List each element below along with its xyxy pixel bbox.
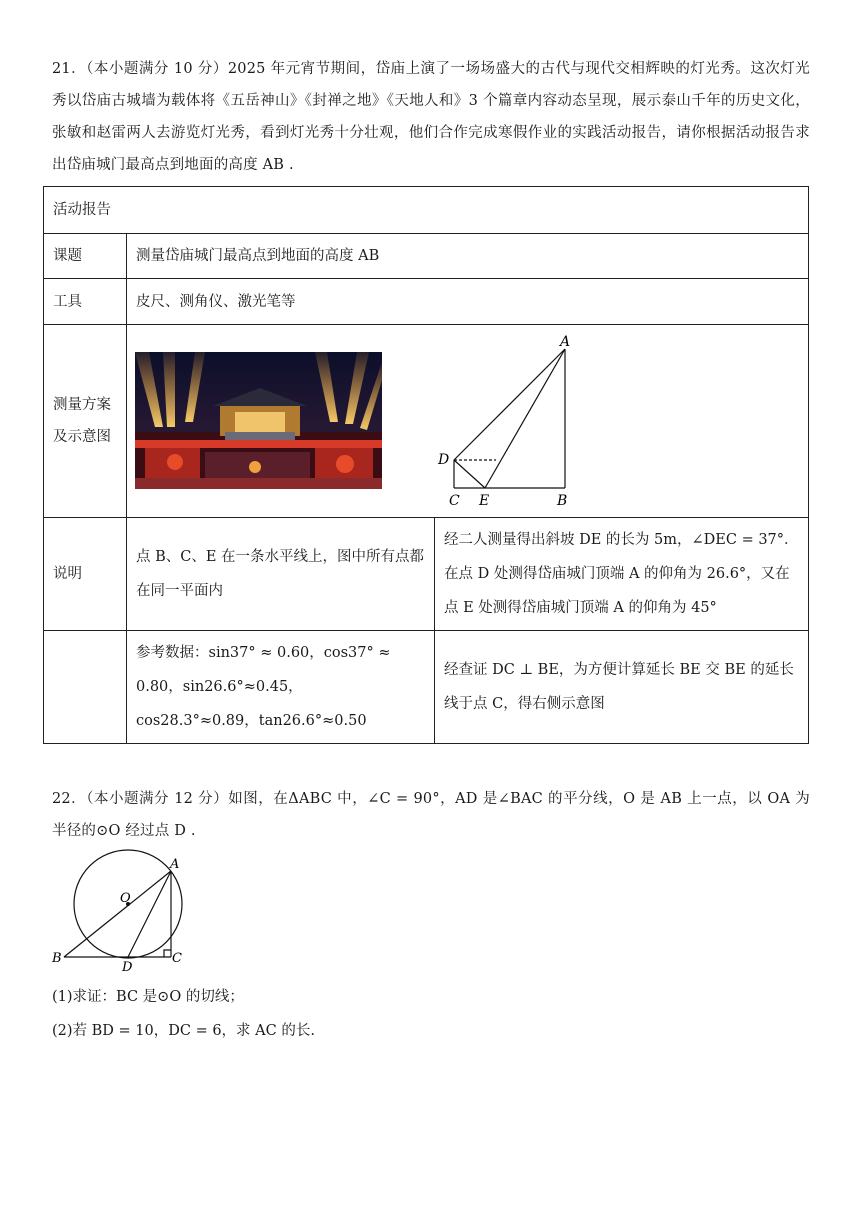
sightline-ea: [485, 349, 565, 488]
tools-label: 工具: [44, 279, 127, 325]
report-title: 活动报告: [44, 187, 809, 234]
q22-part-1: (1)求证：BC 是⊙O 的切线；: [52, 989, 244, 1005]
ref-empty-cell: [44, 631, 127, 744]
light-show-illustration: [135, 352, 382, 489]
question-body: 2025 年元宵节期间，岱庙上演了一场场盛大的古代与现代交相辉映的灯光秀。这次灯光秀以岱庙古城墙为载体将《五岳神山》《封禅之地》《天地人和》3 个篇章内容动态呈现，展示泰山千年的历史文化，张敏和赵雷两人去游览灯光秀，看到灯光秀十分壮观，他们合作完成寒假作业的实践活动报告，请你根据活动报告求出岱庙城门最高点到地面的高度 AB .: [52, 61, 810, 173]
label-a: A: [560, 334, 571, 350]
question-number: 21．: [52, 61, 87, 77]
circle-svg: [40, 840, 200, 980]
q22-part-2: (2)若 BD = 10，DC = 6，求 AC 的长.: [52, 1023, 315, 1039]
question-22: [52, 783, 810, 847]
plan-label: 测量方案及示意图: [44, 325, 127, 518]
note-left: 点 B、C、E 在一条水平线上，图中所有点都在同一平面内: [127, 518, 435, 631]
circle-diagram: [40, 840, 200, 980]
label-c: C: [172, 951, 182, 966]
tools-value: 皮尺、测角仪、激光笔等: [127, 279, 809, 325]
score-note: （本小题满分 10 分）: [86, 61, 228, 77]
note-right: 经二人测量得出斜坡 DE 的长为 5m，∠DEC = 37°．在点 D 处测得岱庙城门顶端 A 的仰角为 26.6°，又在点 E 处测得岱庙城门顶端 A 的仰角为 45°: [435, 518, 809, 631]
light-show-photo: [135, 352, 382, 489]
label-o: O: [120, 891, 131, 906]
question-body: 如图，在ΔABC 中，∠C = 90°，AD 是∠BAC 的平分线，O 是 AB 上一点，以 OA 为半径的⊙O 经过点 D .: [52, 791, 810, 839]
right-angle-mark: [164, 950, 171, 957]
score-note: （本小题满分 12 分）: [86, 791, 229, 807]
label-d: D: [438, 452, 450, 468]
label-c: C: [449, 493, 460, 509]
segment-ab: [64, 871, 171, 957]
topic-value: 测量岱庙城门最高点到地面的高度 AB: [127, 234, 809, 279]
topic-label: 课题: [44, 234, 127, 279]
label-e: E: [479, 493, 490, 509]
measurement-diagram: [430, 330, 600, 510]
measurement-svg: [430, 330, 600, 510]
label-b: B: [557, 493, 568, 509]
question-number: 22．: [52, 791, 87, 807]
label-d: D: [122, 960, 133, 975]
label-b: B: [52, 951, 62, 966]
question-21: [52, 53, 810, 181]
label-a: A: [170, 857, 180, 872]
reference-data: 参考数据：sin37° ≈ 0.60，cos37° ≈ 0.80，sin26.6°≈0.45，cos28.3°≈0.89，tan26.6°≈0.50: [127, 631, 435, 744]
sightline-da: [454, 349, 565, 460]
ref-right: 经查证 DC ⊥ BE，为方便计算延长 BE 交 BE 的延长线于点 C，得右侧示意图: [435, 631, 809, 744]
slope-de: [454, 460, 485, 488]
note-label: 说明: [44, 518, 127, 631]
